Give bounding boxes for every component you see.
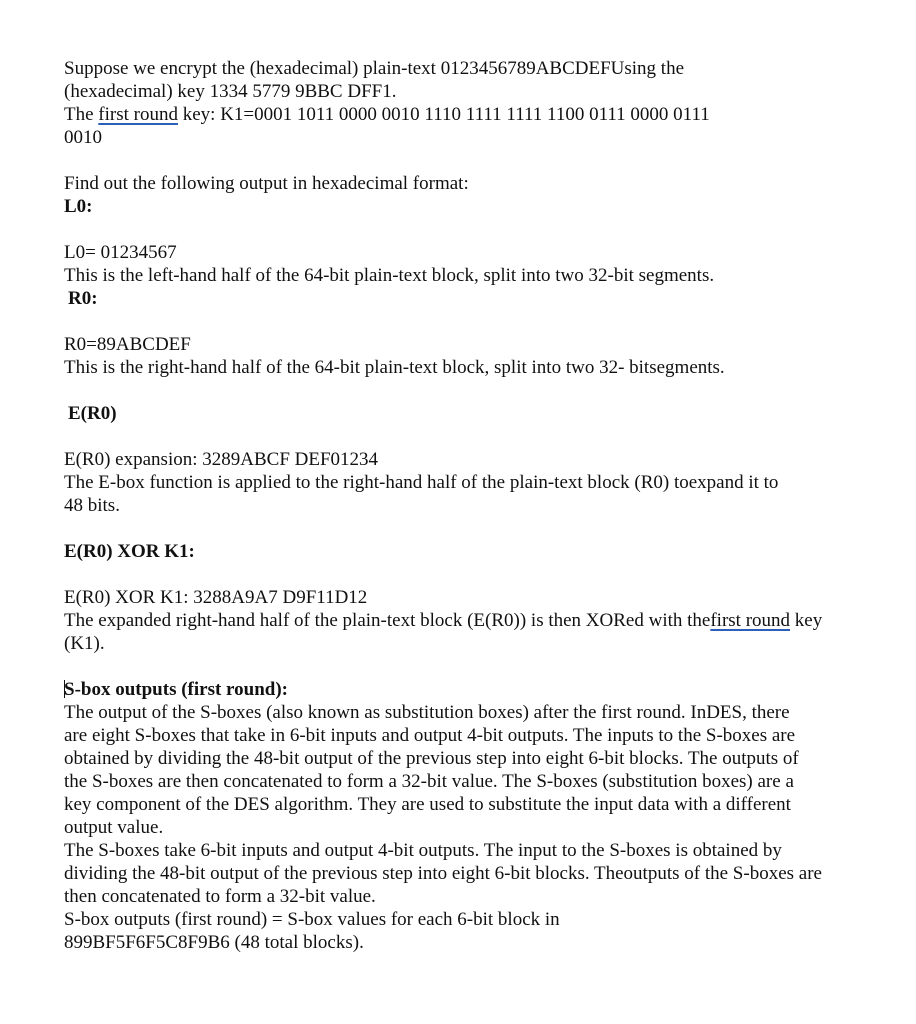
xor-description-line-2: (K1). [64,633,105,654]
sbox-para1-line-3: obtained by dividing the 48-bit output of the previous step into eight 6-bit blocks. The outputs of [64,748,799,769]
xor-description-prefix: The expanded right-hand half of the plain-text block (E(R0)) is then XORed with the [64,610,711,631]
l0-heading: L0: [64,196,93,217]
xor-description-line-1 [64,609,884,632]
l0-description: This is the left-hand half of the 64-bit plain-text block, split into two 32-bit segments. [64,265,715,286]
xor-value: E(R0) XOR K1: 3288A9A7 D9F11D12 [64,587,368,608]
intro-line-3-prefix: The [64,104,99,125]
intro-line-3 [64,103,884,126]
l0-value: L0= 01234567 [64,242,177,263]
sbox-para2-line-3: then concatenated to form a 32-bit value. [64,886,376,907]
r0-value: R0=89ABCDEF [64,334,191,355]
er0-value: E(R0) expansion: 3289ABCF DEF01234 [64,449,379,470]
first-round-link-2[interactable]: first round [710,610,791,631]
sbox-result-line-1: S-box outputs (first round) = S-box values for each 6-bit block in [64,909,560,930]
sbox-para1-line-2: are eight S-boxes that take in 6-bit inputs and output 4-bit outputs. The inputs to the S-boxes are [64,725,796,746]
sbox-para1-line-1: The output of the S-boxes (also known as substitution boxes) after the first round. InDES, there [64,702,790,723]
r0-heading: R0: [68,288,98,309]
sbox-heading-text: S-box outputs (first round): [64,679,288,700]
er0-description-line-1: The E-box function is applied to the right-hand half of the plain-text block (R0) toexpand it to [64,472,779,493]
xor-heading: E(R0) XOR K1: [64,541,195,562]
sbox-para2-line-2: dividing the 48-bit output of the previous step into eight 6-bit blocks. Theoutputs of the S-boxes are [64,863,822,884]
sbox-heading [64,678,884,701]
intro-line-2: (hexadecimal) key 1334 5779 9BBC DFF1. [64,81,397,102]
intro-line-4: 0010 [64,127,102,148]
sbox-result-line-2: 899BF5F6F5C8F9B6 (48 total blocks). [64,932,364,953]
intro-line-1: Suppose we encrypt the (hexadecimal) plain-text 0123456789ABCDEFUsing the [64,58,685,79]
er0-description-line-2: 48 bits. [64,495,120,516]
first-round-link[interactable]: first round [98,104,178,125]
er0-heading: E(R0) [68,403,117,424]
sbox-para1-line-5: key component of the DES algorithm. They are used to substitute the input data with a different [64,794,791,815]
task-instruction: Find out the following output in hexadecimal format: [64,173,469,194]
intro-line-3-suffix: key: K1=0001 1011 0000 0010 1110 1111 1111 1100 0111 0000 0111 [177,104,710,125]
sbox-para1-line-6: output value. [64,817,164,838]
xor-description-suffix: key [790,610,823,631]
r0-description: This is the right-hand half of the 64-bit plain-text block, split into two 32- bitsegments. [64,357,725,378]
document-page [64,57,884,954]
sbox-para1-line-4: the S-boxes are then concatenated to form a 32-bit value. The S-boxes (substitution boxes) are a [64,771,794,792]
sbox-para2-line-1: The S-boxes take 6-bit inputs and output 4-bit outputs. The input to the S-boxes is obtained by [64,840,782,861]
